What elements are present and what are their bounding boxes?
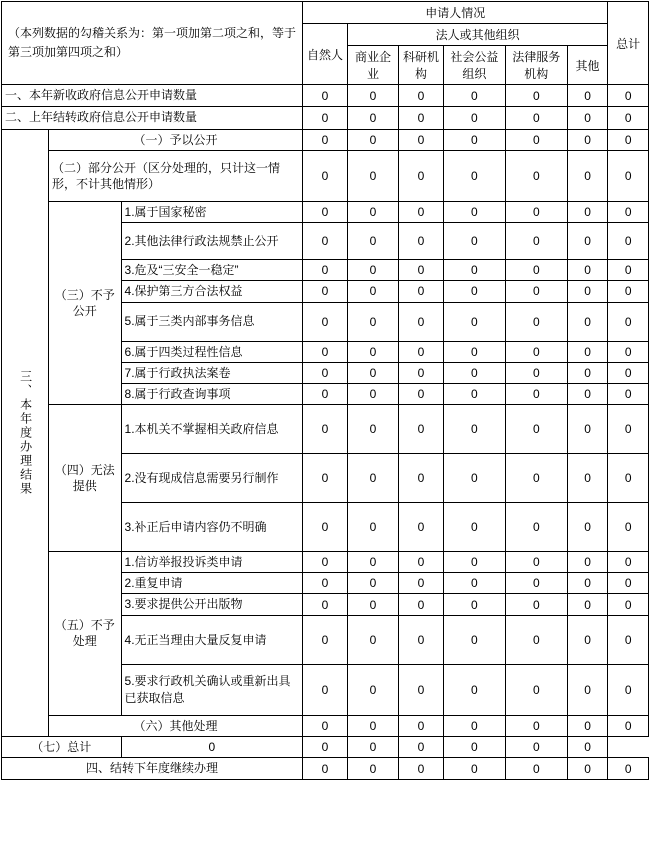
row-label-carryover-applications [2,107,303,129]
row-label-new-applications: 一、本年新收政府信息公开申请数量 [2,85,303,107]
cell-value: 0 [347,552,398,573]
cell-value: 0 [608,664,649,715]
item-label: 8.属于行政查询事项 [121,383,303,404]
cell-value: 0 [567,150,608,201]
header-row-1 [2,2,649,24]
cell-value: 0 [608,129,649,150]
cell-value: 0 [303,107,348,129]
row-text: 上年结转政府信息公开申请数量 [29,110,198,125]
cell-value: 0 [567,405,608,454]
cell-value: 0 [347,341,398,362]
cell-value: 0 [608,260,649,281]
cell-value: 0 [399,362,444,383]
cell-value: 0 [347,281,398,302]
cell-value: 0 [443,341,505,362]
cell-value: 0 [567,594,608,615]
cell-value: 0 [443,573,505,594]
cell-value: 0 [443,150,505,201]
cell-value: 0 [505,758,567,780]
cell-value: 0 [399,341,444,362]
table-row [2,129,649,150]
cell-value: 0 [399,129,444,150]
cell-value: 0 [608,201,649,222]
cell-value: 0 [567,758,608,780]
table-row [2,201,649,222]
cell-value: 0 [443,503,505,552]
cell-value: 0 [608,758,649,780]
cell-value: 0 [399,715,444,736]
cell-value: 0 [505,281,567,302]
cell-value: 0 [303,281,348,302]
cell-value: 0 [608,362,649,383]
cell-value: 0 [567,85,608,107]
cell-value: 0 [399,454,444,503]
cell-value: 0 [505,573,567,594]
cell-value: 0 [443,615,505,664]
cell-value: 0 [608,341,649,362]
cell-value: 0 [443,454,505,503]
cell-value: 0 [303,85,348,107]
cell-value: 0 [567,281,608,302]
natural-person-header: 自然人 [303,24,348,85]
cell-value: 0 [399,383,444,404]
table-row [2,552,649,573]
cell-value: 0 [608,715,649,736]
cell-value: 0 [399,552,444,573]
cell-value: 0 [303,573,348,594]
cell-value: 0 [608,85,649,107]
cell-value: 0 [608,454,649,503]
group-label-annual-result [2,129,49,736]
cell-value: 0 [303,302,348,341]
cell-value: 0 [303,503,348,552]
cell-value: 0 [399,281,444,302]
item-label: 3.补正后申请内容仍不明确 [121,503,303,552]
cell-value: 0 [303,758,348,780]
item-label: 2.没有现成信息需要另行制作 [121,454,303,503]
cell-value: 0 [505,150,567,201]
cell-value: 0 [303,454,348,503]
cell-value: 0 [347,85,398,107]
item-label: 6.属于四类过程性信息 [121,341,303,362]
cell-value: 0 [505,615,567,664]
cell-value: 0 [303,362,348,383]
cell-value: 0 [505,362,567,383]
cell-value: 0 [567,260,608,281]
cell-value: 0 [567,341,608,362]
item-label-other-handling: （六）其他处理 [48,715,302,736]
cell-value: 0 [347,405,398,454]
cell-value: 0 [443,594,505,615]
cell-value: 0 [347,107,398,129]
cell-value: 0 [347,223,398,260]
item-label-disclose: （一）予以公开 [48,129,302,150]
cell-value: 0 [347,503,398,552]
applicant-group-header: 申请人情况 [303,2,608,24]
cell-value: 0 [567,223,608,260]
cell-value: 0 [608,594,649,615]
item-label-subtotal: （七）总计 [2,736,122,757]
cell-value: 0 [399,107,444,129]
cell-value: 0 [303,341,348,362]
cell-value: 0 [443,107,505,129]
cell-value: 0 [567,664,608,715]
cell-value: 0 [443,281,505,302]
table-row [2,405,649,454]
cell-value: 0 [608,615,649,664]
cell-value: 0 [567,454,608,503]
item-label: 4.无正当理由大量反复申请 [121,615,303,664]
item-label: 1.信访举报投诉类申请 [121,552,303,573]
cell-value: 0 [567,362,608,383]
cell-value: 0 [608,503,649,552]
cell-value: 0 [347,594,398,615]
cell-value: 0 [443,715,505,736]
cell-value: 0 [505,260,567,281]
cell-value: 0 [505,341,567,362]
item-label: 7.属于行政执法案卷 [121,362,303,383]
table-row [2,715,649,736]
cell-value: 0 [347,129,398,150]
row-label-carry-next-year: 四、结转下年度继续办理 [2,758,303,780]
cell-value: 0 [443,736,505,757]
cell-value: 0 [347,715,398,736]
cell-value: 0 [399,615,444,664]
row-prefix: 二、 [5,110,30,125]
cell-value: 0 [399,201,444,222]
item-label: 2.其他法律行政法规禁止公开 [121,223,303,260]
cell-value: 0 [399,302,444,341]
government-info-disclosure-table [1,1,649,780]
cell-value: 0 [505,454,567,503]
cell-value: 0 [303,129,348,150]
cell-value: 0 [505,201,567,222]
cell-value: 0 [505,302,567,341]
subheader-other: 其他 [567,46,608,85]
cell-value: 0 [505,715,567,736]
cell-value: 0 [608,405,649,454]
cell-value: 0 [505,405,567,454]
cell-value: 0 [443,552,505,573]
table-row [2,85,649,107]
item-label: 2.重复申请 [121,573,303,594]
cell-value: 0 [505,223,567,260]
cell-value: 0 [347,573,398,594]
cell-value: 0 [608,552,649,573]
cell-value: 0 [303,383,348,404]
cell-value: 0 [303,405,348,454]
cell-value: 0 [567,573,608,594]
cell-value: 0 [303,664,348,715]
cell-value: 0 [443,129,505,150]
cell-value: 0 [347,454,398,503]
item-label: 5.要求行政机关确认或重新出具已获取信息 [121,664,303,715]
cell-value: 0 [443,362,505,383]
cell-value: 0 [443,405,505,454]
cell-value: 0 [567,302,608,341]
cell-value: 0 [347,302,398,341]
cell-value: 0 [567,129,608,150]
cell-value: 0 [303,150,348,201]
cell-value: 0 [567,503,608,552]
cell-value: 0 [399,85,444,107]
cell-value: 0 [443,223,505,260]
group-label-text: 三、本年度办理结果 [18,369,33,496]
cell-value: 0 [443,260,505,281]
table-row [2,758,649,780]
cell-value: 0 [399,736,444,757]
cell-value: 0 [608,302,649,341]
cell-value: 0 [399,664,444,715]
cell-value: 0 [347,362,398,383]
cell-value: 0 [608,383,649,404]
subgroup-label-no-process: （五）不予处理 [48,552,121,716]
cell-value: 0 [303,615,348,664]
cell-value: 0 [347,383,398,404]
cell-value: 0 [567,552,608,573]
cell-value: 0 [567,107,608,129]
item-label: 4.保护第三方合法权益 [121,281,303,302]
subheader-public-welfare: 社会公益组织 [443,46,505,85]
subheader-research: 科研机构 [399,46,444,85]
item-label: 1.本机关不掌握相关政府信息 [121,405,303,454]
cell-value: 0 [443,85,505,107]
cell-value: 0 [567,715,608,736]
cell-value: 0 [347,758,398,780]
cell-value: 0 [443,383,505,404]
cell-value: 0 [443,302,505,341]
cell-value: 0 [303,715,348,736]
table-row [2,107,649,129]
item-label: 1.属于国家秘密 [121,201,303,222]
cell-value: 0 [303,201,348,222]
cell-value: 0 [505,85,567,107]
cell-value: 0 [347,615,398,664]
cell-value: 0 [567,615,608,664]
subheader-commercial: 商业企业 [347,46,398,85]
cell-value: 0 [608,573,649,594]
cell-value: 0 [399,223,444,260]
cell-value: 0 [567,201,608,222]
cell-value: 0 [399,573,444,594]
item-label-partial-disclose: （二）部分公开（区分处理的，只计这一情形，不计其他情形） [48,150,302,201]
subheader-legal-service: 法律服务机构 [505,46,567,85]
cell-value: 0 [399,758,444,780]
cell-value: 0 [505,552,567,573]
cell-value: 0 [505,129,567,150]
note-cell: （本列数据的勾稽关系为：第一项加第二项之和，等于第三项加第四项之和） [2,2,303,85]
table-row [2,736,649,757]
item-label: 5.属于三类内部事务信息 [121,302,303,341]
cell-value: 0 [399,260,444,281]
cell-value: 0 [443,664,505,715]
table-row [2,150,649,201]
cell-value: 0 [505,383,567,404]
cell-value: 0 [347,150,398,201]
cell-value: 0 [399,503,444,552]
cell-value: 0 [347,201,398,222]
cell-value: 0 [567,736,608,757]
cell-value: 0 [505,594,567,615]
cell-value: 0 [443,758,505,780]
cell-value: 0 [303,223,348,260]
cell-value: 0 [347,664,398,715]
cell-value: 0 [505,736,567,757]
cell-value: 0 [608,281,649,302]
cell-value: 0 [567,383,608,404]
total-header: 总计 [608,2,649,85]
cell-value: 0 [608,223,649,260]
cell-value: 0 [121,736,303,757]
subgroup-label-unable-provide: （四）无法提供 [48,405,121,552]
cell-value: 0 [399,594,444,615]
subgroup-label-not-disclose: （三）不予公开 [48,201,121,404]
cell-value: 0 [399,405,444,454]
cell-value: 0 [347,736,398,757]
cell-value: 0 [303,260,348,281]
cell-value: 0 [303,552,348,573]
cell-value: 0 [303,736,348,757]
item-label: 3.危及“三安全一稳定” [121,260,303,281]
cell-value: 0 [505,503,567,552]
legal-or-other-header: 法人或其他组织 [347,24,608,46]
cell-value: 0 [608,107,649,129]
cell-value: 0 [608,150,649,201]
cell-value: 0 [505,664,567,715]
cell-value: 0 [303,594,348,615]
cell-value: 0 [399,150,444,201]
cell-value: 0 [347,260,398,281]
item-label: 3.要求提供公开出版物 [121,594,303,615]
cell-value: 0 [505,107,567,129]
cell-value: 0 [443,201,505,222]
